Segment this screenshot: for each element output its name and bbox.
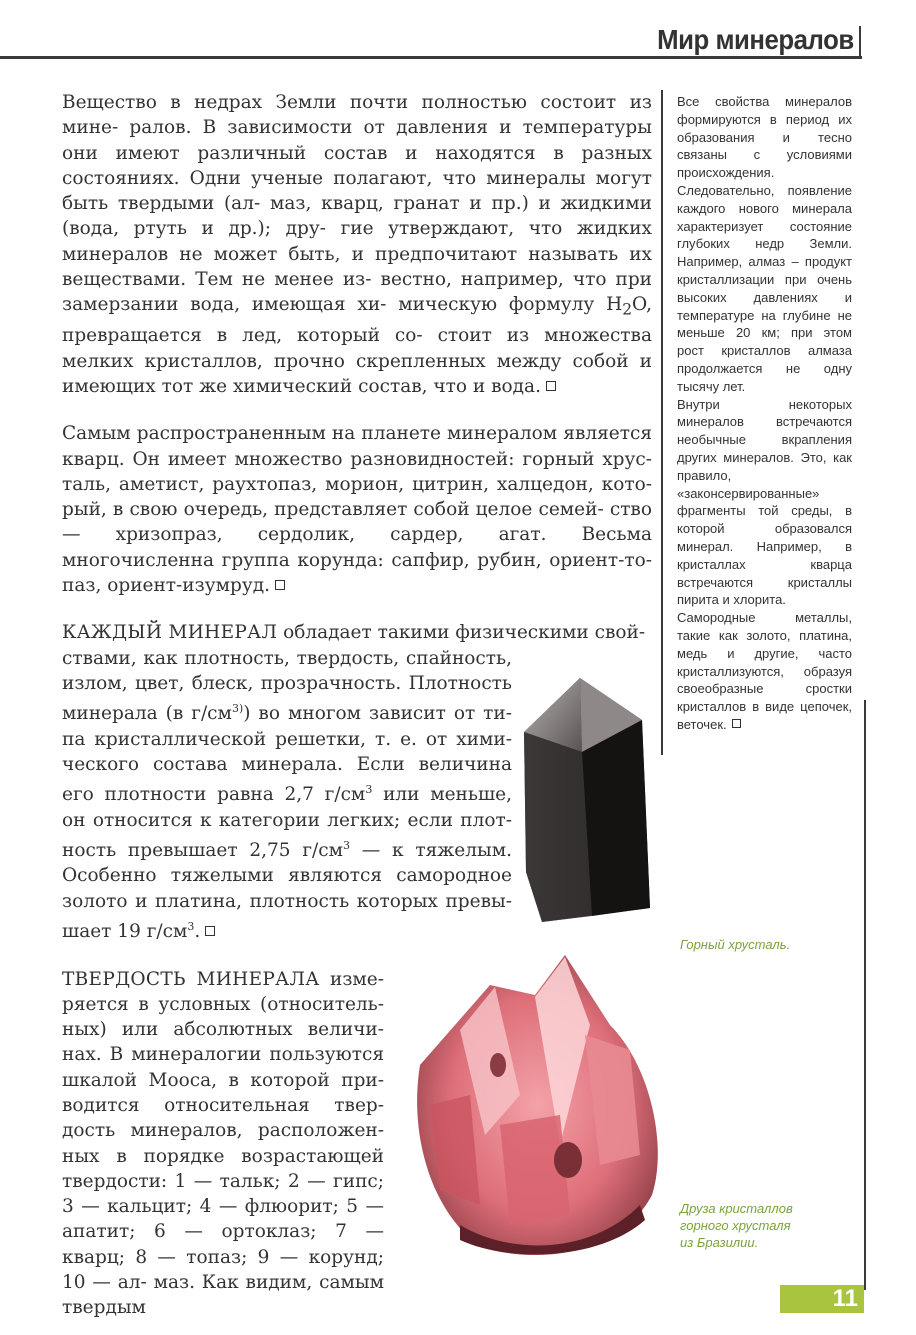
superscript: 3 <box>343 839 350 853</box>
superscript: 3 <box>365 783 373 797</box>
sidebar-paragraph: Самородные металлы, такие как золото, платина, медь и другие, часто кристаллизуются, образуя своеобразные сростки кристаллов в виде цепочек, веточек. <box>677 610 852 732</box>
header-vertical-rule <box>859 26 861 59</box>
end-mark-icon <box>732 719 741 728</box>
paragraph-quartz: Самым распространенным на планете минералом является кварц. Он имеет множество разновидностей: горный хрус- таль, аметист, раухтопаз, морион, цитрин, халцедон, кото- рый, в свою очередь, представляет собой целое семей- ство — хризопраз, сердолик, сардер, агат. Весьма многочисленна группа корунда: сапфир, рубин, ориент-то- паз, ориент-изумруд. <box>62 423 652 597</box>
subscript: 2 <box>622 301 633 320</box>
superscript: 3 <box>187 920 195 934</box>
caption-crystal-druse: Друза кристаллов горного хрусталя из Бразилии. <box>680 1201 793 1250</box>
crystal-druse-image <box>400 955 666 1260</box>
page-title: Мир минералов <box>657 24 854 55</box>
paragraph-density: КАЖДЫЙ МИНЕРАЛ обладает такими физическими свой- <box>62 622 646 644</box>
sidebar-column <box>677 93 852 734</box>
end-mark-icon <box>205 926 215 936</box>
end-mark-icon <box>275 580 285 590</box>
rock-crystal-image <box>522 672 668 922</box>
column-divider <box>661 90 663 755</box>
paragraph-hardness: ТВЕРДОСТЬ МИНЕРАЛА изме- ряется в условных (относитель- ных) или абсолютных величи- нах. В минералогии пользуются шкалой Мооса, в которой при- водится относительная твер- дость минералов, расположен- ных в порядке возрастающей твердости: 1 — тальк; 2 — гипс; 3 — кальцит; 4 — флюорит; 5 — апатит; 6 — ортоклаз; 7 — кварц; 8 — топаз; 9 — корунд; 10 — ал- маз. Как видим, самым твердым <box>62 968 384 1319</box>
paragraph-minerals-intro: Вещество в недрах Земли почти полностью состоит из мине- ралов. В зависимости от давления и температуры они имеют различный состав и находятся в разных состояниях. Одни ученые полагают, что минералы могут быть твердыми (ал- маз, кварц, гранат и пр.) и жидкими (вода, ртуть и др.); дру- гие утверждают, что жидких минералов не может быть, и предпочитают называть их веществами. Тем не менее из- вестно, например, что при замерзании вода, имеющая хи- мическую формулу $H_2O$, превращается в лед, который со- стоит из множества мелких кристаллов, прочно скрепленных между собой и имеющих тот же химический состав, что и вода. <box>62 92 653 397</box>
header-rule <box>0 56 862 59</box>
lead-heading: КАЖДЫЙ МИНЕРАЛ <box>62 622 278 644</box>
sidebar-paragraph: Все свойства минералов формируются в период их образования и тесно связаны с условиями происхождения. Следовательно, появление каждого нового минерала характеризует состояние глубоких недр Земли. Например, алмаз – продукт кристаллизации при очень высоких давлениях и температуре на глубине не меньше 20 км; при этом рост кристаллов алмаза продолжается не одну тысячу лет. <box>677 94 852 394</box>
page-number: 11 <box>780 1285 864 1313</box>
page-edge-rule <box>864 700 866 1290</box>
lead-heading: ТВЕРДОСТЬ МИНЕРАЛА <box>62 968 320 990</box>
end-mark-icon <box>546 381 556 391</box>
paragraph-density-cont: ствами, как плотность, твердость, спайность, излом, цвет, блеск, прозрачность. Плотность минерала (в $г/см^{3)}$) во многом зависит от ти- па кристаллической решетки, т. е. от хими- ческого состава минерала. Если величина его плотности равна 2,7 $г/см^3$ или меньше, он относится к категории легких; если плот- ность превышает 2,75 $г/см^3$ — к тяжелым. Особенно тяжелыми являются самородное золото и платина, плотность которых превы- шает 19 $г/см^3$. <box>62 647 512 943</box>
sidebar-paragraph: Внутри некоторых минералов встречаются необычные вкрапления других минералов. Это, как правило, «законсервированные» фрагменты той среды, в которой образовался минерал. Например, в кристаллах кварца встречаются кристаллы пирита и хлорита. <box>677 396 852 608</box>
caption-rock-crystal: Горный хрусталь. <box>680 937 791 952</box>
superscript: 3) <box>231 702 244 716</box>
